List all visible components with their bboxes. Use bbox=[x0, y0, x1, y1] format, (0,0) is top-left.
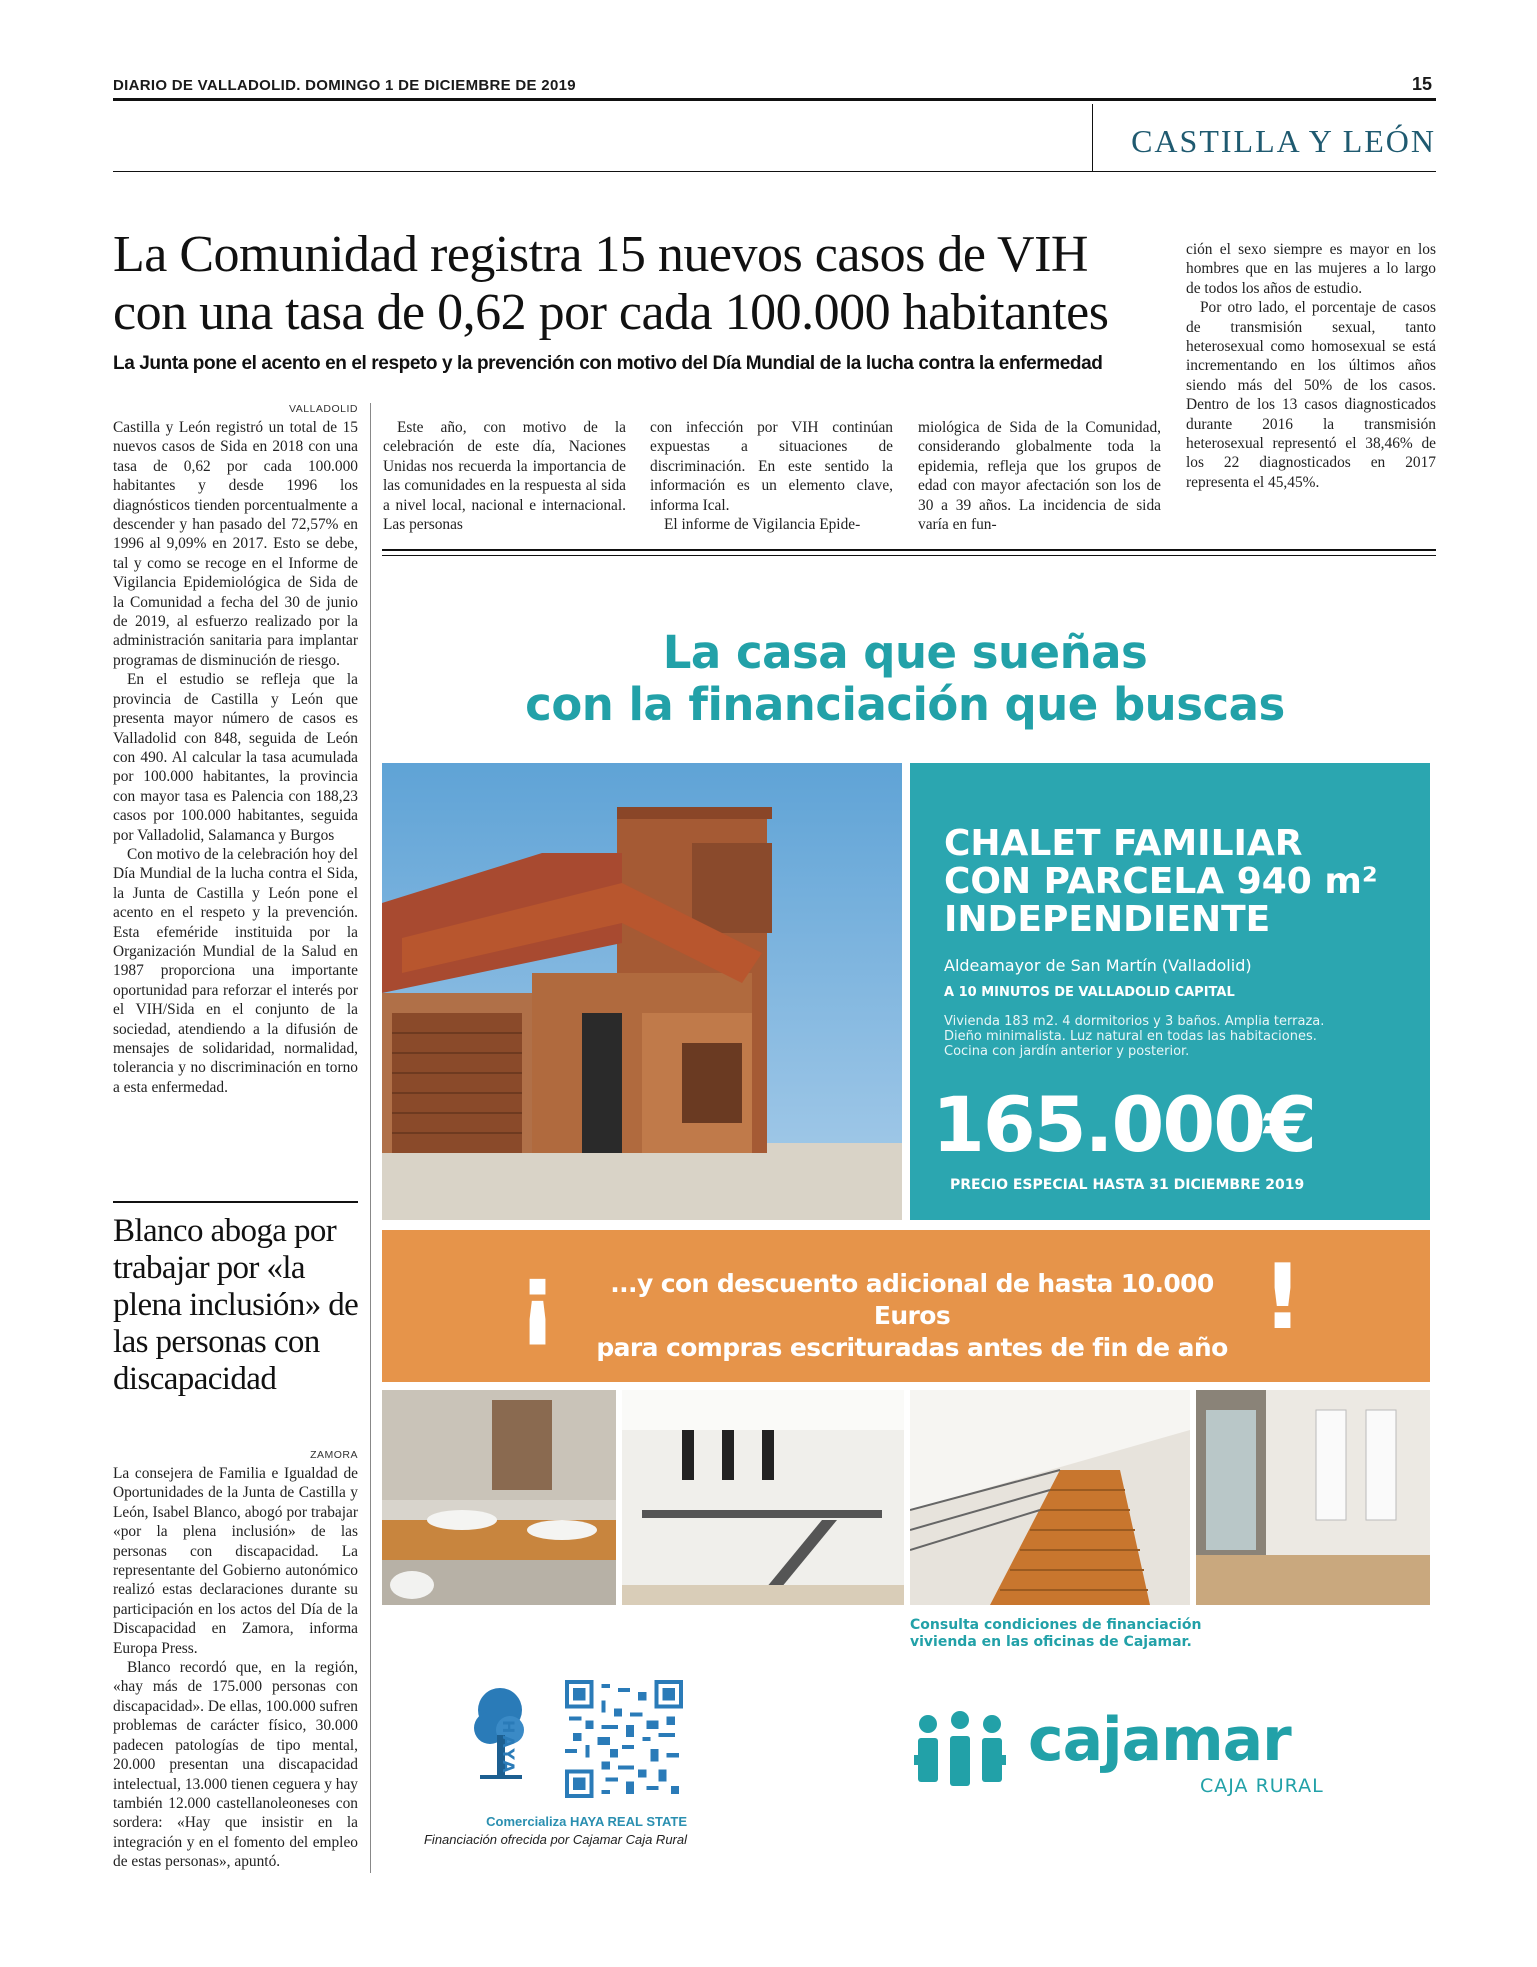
cajamar-emblem-icon bbox=[910, 1710, 1010, 1790]
banner-line-1: ...y con descuento adicional de hasta 10.000 Euros bbox=[610, 1269, 1214, 1330]
cajamar-name: cajamar bbox=[1028, 1705, 1291, 1775]
cajamar-logo bbox=[910, 1705, 1360, 1805]
header-rule bbox=[113, 98, 1436, 101]
ad-title bbox=[380, 627, 1430, 731]
section-rule-right bbox=[1092, 171, 1436, 172]
ad-desc-line-2: Dieño minimalista. Luz natural en todas las habitaciones. bbox=[944, 1029, 1317, 1044]
house-illustration bbox=[382, 763, 902, 1220]
side-article-headline: Blanco aboga por trabajar por «la plena inclusión» de las personas con discapacidad bbox=[113, 1213, 359, 1397]
banner-text bbox=[572, 1268, 1252, 1364]
ad-feature-line-3: INDEPENDIENTE bbox=[944, 899, 1271, 940]
section-rule bbox=[113, 171, 1093, 172]
side-article-rule bbox=[113, 1201, 358, 1203]
ad-feature-line-2: CON PARCELA 940 m² bbox=[944, 861, 1378, 902]
article-column-3 bbox=[650, 418, 893, 534]
qr-code[interactable] bbox=[565, 1680, 683, 1798]
staircase-photo bbox=[910, 1390, 1190, 1605]
masthead: DIARIO DE VALLADOLID. DOMINGO 1 DE DICIEMBRE DE 2019 bbox=[113, 77, 576, 94]
article-column-2 bbox=[383, 418, 626, 534]
banner-close-mark: ! bbox=[1262, 1245, 1304, 1350]
side-article-body bbox=[113, 1464, 358, 1872]
article-byline: VALLADOLID bbox=[289, 403, 358, 415]
ad-price-note: PRECIO ESPECIAL HASTA 31 DICIEMBRE 2019 bbox=[950, 1177, 1305, 1193]
paragraph: Por otro lado, el porcentaje de casos de transmisión sexual, tanto heterosexual como homosexual se está incrementando en los últimos años siendo más del 50% de los casos. Dentro de los 13 casos diagnosticados durante 2016 la transmisión heterosexual representó el 38,46% de los 22 diagnosticados en 2017 representa el 45,45%. bbox=[1186, 299, 1436, 491]
ad-feature-title bbox=[944, 825, 1424, 939]
ad-title-line-2: con la financiación que buscas bbox=[525, 678, 1285, 731]
ad-distance: A 10 MINUTOS DE VALLADOLID CAPITAL bbox=[944, 985, 1235, 1000]
article-subheadline: La Junta pone el acento en el respeto y la prevención con motivo del Día Mundial de la lucha contra la enfermedad bbox=[113, 353, 1103, 374]
ad-location: Aldeamayor de San Martín (Valladolid) bbox=[944, 956, 1252, 975]
paragraph: Castilla y León registró un total de 15 nuevos casos de Sida en 2018 con una tasa de 0,62 por cada 100.000 habitantes y desde 1996 los diagnósticos tienden porcentualmente a descender y han pasado del 72,57% en 1996 al 9,09% en 2017. Esto se debe, tal y como se recoge en el Informe de Vigilancia Epidemiológica de Sida de la Comunidad a fecha del 30 de junio de 2019, al esfuerzo realizado por la administración sanitaria para implantar programas de disminución de riesgo. bbox=[113, 419, 358, 669]
paragraph: con infección por VIH continúan expuestas a situaciones de discriminación. En este sentido la información es un elemento clave, informa Ical. bbox=[650, 419, 893, 514]
article-column-4 bbox=[918, 418, 1161, 534]
house-photo bbox=[382, 763, 902, 1220]
section-title: CASTILLA Y LEÓN bbox=[1131, 123, 1436, 159]
ad-desc-line-1: Vivienda 183 m2. 4 dormitorios y 3 baños. Amplia terraza. bbox=[944, 1014, 1325, 1029]
column-rule bbox=[370, 403, 371, 1873]
page-number: 15 bbox=[1411, 74, 1432, 94]
ad-discount-banner bbox=[382, 1230, 1430, 1382]
banner-open-mark: ¡ bbox=[517, 1245, 559, 1350]
paragraph: Blanco recordó que, en la región, «hay más de 175.000 personas con discapacidad». De ellas, 100.000 sufren problemas de carácter físico, 30.000 padecen patologías de tipo mental, 20.000 presentan una discapacidad intelectual, 13.000 tienen ceguera y hay también 12.000 castellanoleoneses con sordera: «Hay que insistir en la integración y en el fomento del empleo de estas personas», apuntó. bbox=[113, 1659, 358, 1871]
paragraph: En el estudio se refleja que la provincia de Castilla y León que presenta mayor número de casos es Valladolid con 848, seguida de León con 490. Al calcular la tasa acumulada por 100.000 habitantes, la provincia con mayor tasa es Palencia con 188,23 casos por 100.000 habitantes, seguida por Valladolid, Salamanca y Burgos bbox=[113, 671, 358, 844]
banner-line-2: para compras escrituradas antes de fin de año bbox=[596, 1333, 1228, 1362]
article-headline bbox=[113, 226, 1173, 342]
ad-consult-text bbox=[910, 1617, 1201, 1651]
consult-line-2: vivienda en las oficinas de Cajamar. bbox=[910, 1634, 1192, 1650]
ad-title-line-1: La casa que sueñas bbox=[662, 626, 1148, 679]
ad-feature-line-1: CHALET FAMILIAR bbox=[944, 823, 1303, 864]
haya-logo bbox=[470, 1680, 540, 1790]
living-room-photo bbox=[1196, 1390, 1430, 1605]
headline-line-1: La Comunidad registra 15 nuevos casos de VIH bbox=[113, 226, 1088, 283]
financing-credit: Financiación ofrecida por Cajamar Caja Rural bbox=[423, 1832, 687, 1847]
ad-info-panel bbox=[910, 763, 1430, 1220]
ad-top-rule bbox=[382, 549, 1436, 551]
bathroom-photo bbox=[382, 1390, 616, 1605]
ad-description bbox=[944, 1014, 1414, 1059]
article-column-1 bbox=[113, 418, 358, 1097]
paragraph: La consejera de Familia e Igualdad de Oportunidades de la Junta de Castilla y León, Isabel Blanco, abogó por trabajar «por la plena inclusión» de las personas con discapacidad. La representante del Gobierno autonómico realizó estas declaraciones durante su participación en los actos del Día de la Discapacidad en Zamora, informa Europa Press. bbox=[113, 1465, 358, 1657]
paragraph: ción el sexo siempre es mayor en los hombres que en las mujeres a lo largo de todos los años de estudio. bbox=[1186, 241, 1436, 297]
haya-logo-text: HAYA bbox=[499, 1720, 518, 1775]
ad-top-rule-thin bbox=[382, 555, 1436, 556]
side-article-byline: ZAMORA bbox=[310, 1449, 358, 1461]
cajamar-sub: CAJA RURAL bbox=[1200, 1775, 1324, 1797]
ad-price: 165.000€ bbox=[932, 1080, 1316, 1169]
section-divider bbox=[1092, 104, 1093, 172]
headline-line-2: con una tasa de 0,62 por cada 100.000 habitantes bbox=[113, 284, 1109, 341]
ad-desc-line-3: Cocina con jardín anterior y posterior. bbox=[944, 1044, 1190, 1059]
article-column-5 bbox=[1186, 240, 1436, 492]
consult-line-1: Consulta condiciones de financiación bbox=[910, 1617, 1202, 1633]
haya-credit: Comercializa HAYA REAL STATE bbox=[486, 1814, 687, 1829]
paragraph: Este año, con motivo de la celebración de este día, Naciones Unidas nos recuerda la importancia de las comunidades en la respuesta al sida a nivel local, nacional e internacional. Las personas bbox=[383, 419, 626, 534]
loft-photo bbox=[622, 1390, 904, 1605]
paragraph: miológica de Sida de la Comunidad, considerando globalmente toda la epidemia, refleja que los grupos de edad con mayor afectación son los de 30 a 39 años. La incidencia de sida varía en fun- bbox=[918, 419, 1161, 534]
paragraph: El informe de Vigilancia Epide- bbox=[664, 516, 861, 534]
paragraph: Con motivo de la celebración hoy del Día Mundial de la lucha contra el Sida, la Junta de Castilla y León pone el acento en el respeto y la prevención. Esta efeméride instituida por la Organización Mundial de la Salud en 1987 proporciona una importante oportunidad para reforzar el interés por el VIH/Sida en el conjunto de la sociedad, atendiendo a la difusión de mensajes de solidaridad, normalidad, tolerancia y no discriminación en torno a esta enfermedad. bbox=[113, 845, 358, 1096]
